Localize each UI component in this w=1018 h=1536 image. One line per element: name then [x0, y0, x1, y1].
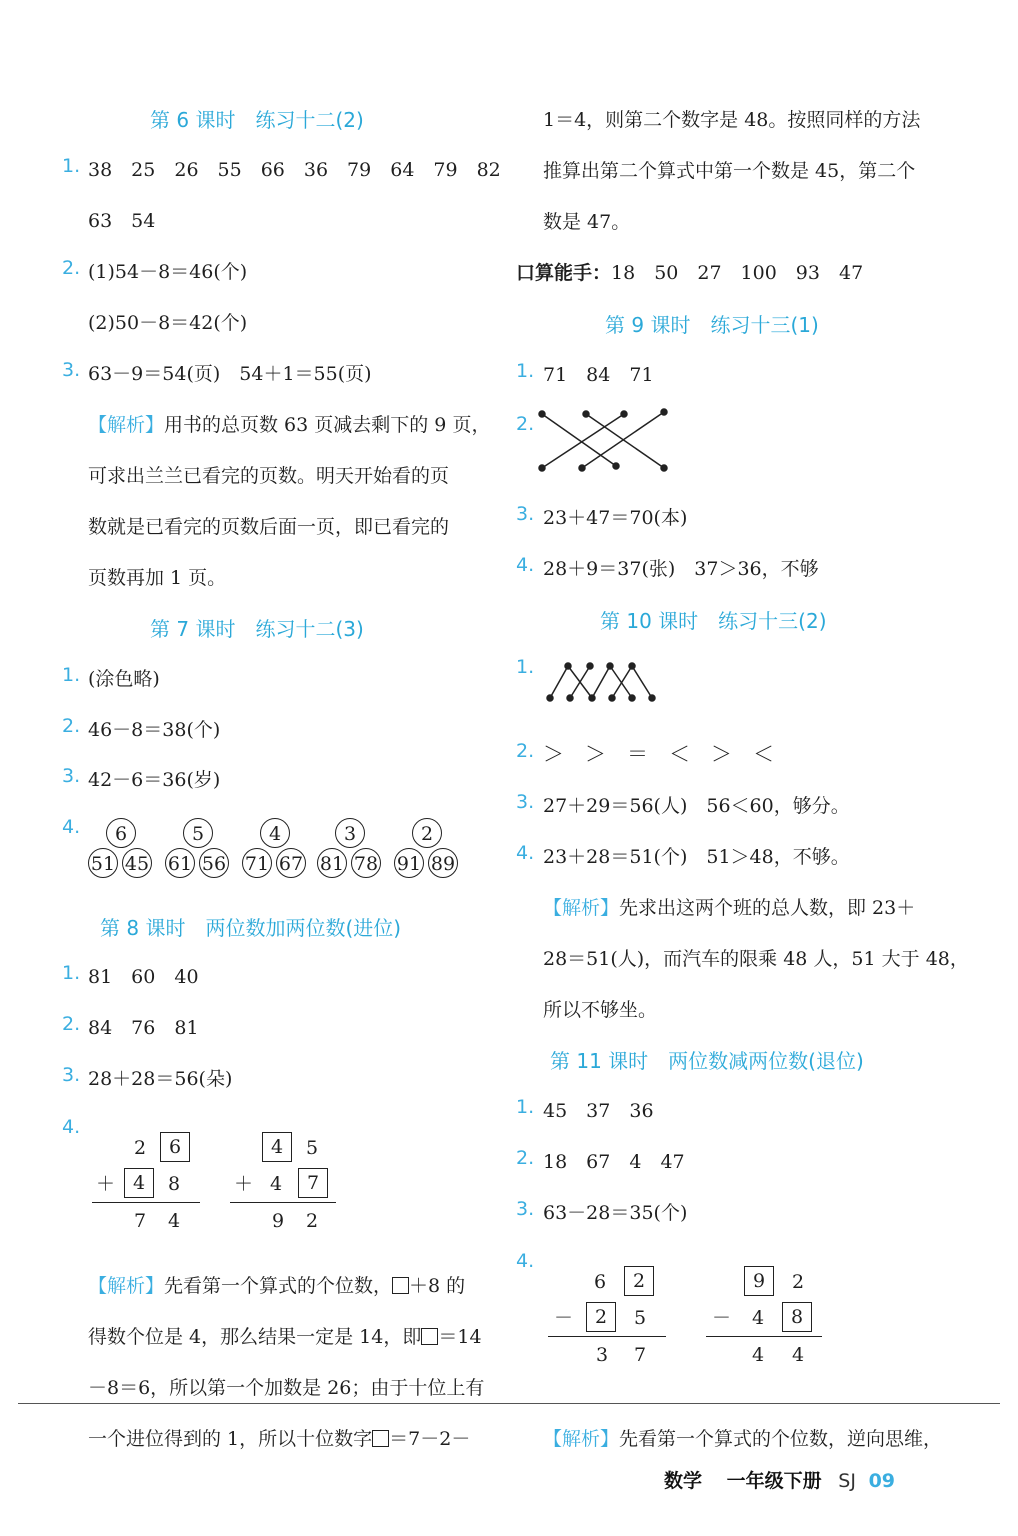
- answer-text: 63－28＝35(个): [543, 1202, 688, 1224]
- question-number: 3.: [62, 765, 81, 787]
- answer-text: 63 54: [88, 210, 156, 232]
- answer-text: 推算出第二个算式中第一个数是 45，第二个: [543, 160, 916, 182]
- analysis-text: －8＝6，所以第一个加数是 26；由于十位上有: [88, 1377, 485, 1399]
- bond-top-circle: 5: [183, 818, 213, 848]
- bond-left-circle: 51: [88, 848, 118, 878]
- digit: 5: [634, 1307, 647, 1329]
- question-number: 4.: [516, 554, 535, 576]
- digit: 4: [752, 1344, 765, 1366]
- bond-right-circle: 67: [276, 848, 306, 878]
- digit: 4: [752, 1307, 765, 1329]
- question-number: 1.: [516, 656, 535, 678]
- analysis-text: 28＝51(人)，而汽车的限乘 48 人，51 大于 48，: [543, 948, 969, 970]
- bond-top-circle: 6: [106, 818, 136, 848]
- analysis-text: 页数再加 1 页。: [88, 567, 227, 589]
- answer-text: 23＋28＝51(个) 51＞48，不够。: [543, 846, 850, 868]
- analysis-text: 得数个位是 4，那么结果一定是 14，即: [88, 1326, 422, 1348]
- operator: －: [712, 1307, 732, 1329]
- analysis-tag: 【解析】: [88, 1275, 165, 1297]
- page-number: 09: [868, 1470, 896, 1492]
- blank-square: [392, 1277, 409, 1294]
- digit: 3: [596, 1344, 609, 1366]
- answer-text: (2)50－8＝42(个): [88, 312, 248, 334]
- question-number: 1.: [516, 1096, 535, 1118]
- question-number: 2.: [62, 257, 81, 279]
- footer-edition: SJ: [838, 1470, 856, 1492]
- analysis-text: 数就是已看完的页数后面一页，即已看完的: [88, 516, 450, 538]
- question-number: 3.: [62, 359, 81, 381]
- answer-box: 6: [160, 1132, 190, 1162]
- answer-box: 9: [744, 1266, 774, 1296]
- digit: 4: [168, 1210, 181, 1232]
- bond-left-circle: 91: [394, 848, 424, 878]
- analysis-paragraph: [88, 1271, 465, 1298]
- lesson11-title: 第 11 课时 两位数减两位数(退位): [550, 1049, 864, 1073]
- answer-text: 28＋28＝56(朵): [88, 1068, 233, 1090]
- oral-calc-row: [516, 258, 863, 285]
- oral-calc-values: 18 50 27 100 93 47: [611, 262, 864, 284]
- analysis-paragraph: [88, 1424, 470, 1451]
- analysis-text: ＝14: [438, 1326, 482, 1348]
- answer-box: 4: [124, 1168, 154, 1198]
- question-number: 1.: [62, 155, 81, 177]
- bond-right-circle: 45: [122, 848, 152, 878]
- answer-text: 1＝4，则第二个数字是 48。按照同样的方法: [543, 109, 921, 131]
- operator: ＋: [96, 1173, 116, 1195]
- page-divider: [18, 1403, 1000, 1404]
- vertical-calculation: [706, 1264, 826, 1373]
- digit: 4: [270, 1173, 283, 1195]
- question-number: 3.: [62, 1064, 81, 1086]
- answer-text: 81 60 40: [88, 966, 199, 988]
- bond-right-circle: 78: [351, 848, 381, 878]
- question-number: 4.: [516, 1250, 535, 1272]
- answer-text: 46－8＝38(个): [88, 719, 221, 741]
- answer-text: 63－9＝54(页) 54＋1＝55(页): [88, 363, 372, 385]
- vertical-calculation: [548, 1264, 668, 1373]
- question-number: 2.: [62, 715, 81, 737]
- footer-grade: 一年级下册: [726, 1470, 822, 1492]
- answer-box: 7: [298, 1168, 328, 1198]
- digit: 8: [168, 1173, 181, 1195]
- footer-subject: 数学: [664, 1470, 703, 1492]
- bond-left-circle: 71: [242, 848, 272, 878]
- analysis-tag: 【解析】: [543, 897, 620, 919]
- lesson7-title: 第 7 课时 练习十二(3): [150, 617, 364, 641]
- analysis-paragraph: [88, 1322, 482, 1349]
- answer-text: 38 25 26 55 66 36 79 64 79 82: [88, 159, 501, 181]
- analysis-paragraph: [88, 410, 490, 437]
- answer-box: 2: [586, 1302, 616, 1332]
- bond-right-circle: 56: [199, 848, 229, 878]
- answer-text: (1)54－8＝46(个): [88, 261, 248, 283]
- vertical-calculation: [92, 1130, 202, 1239]
- analysis-paragraph: [543, 893, 915, 920]
- answer-text: 数是 47。: [543, 211, 631, 233]
- answer-box: 4: [262, 1132, 292, 1162]
- bond-top-circle: 2: [412, 818, 442, 848]
- operator: ＋: [234, 1173, 254, 1195]
- question-number: 2.: [516, 1147, 535, 1169]
- bond-right-circle: 89: [428, 848, 458, 878]
- analysis-text: 先求出这两个班的总人数，即 23＋: [619, 897, 916, 919]
- answer-text: 71 84 71: [543, 364, 654, 386]
- answer-text: 84 76 81: [88, 1017, 199, 1039]
- vertical-calculation: [230, 1130, 340, 1239]
- digit: 7: [634, 1344, 647, 1366]
- bond-top-circle: 4: [260, 818, 290, 848]
- bond-left-circle: 61: [165, 848, 195, 878]
- question-number: 1.: [516, 360, 535, 382]
- question-number: 2.: [62, 1013, 81, 1035]
- answer-text: (涂色略): [88, 668, 160, 690]
- answer-text: 18 67 4 47: [543, 1151, 685, 1173]
- answer-text: 28＋9＝37(张) 37＞36，不够: [543, 558, 819, 580]
- answer-text: ＞ ＞ ＝ ＜ ＞ ＜: [543, 742, 774, 766]
- connect-dots-diagram: [544, 660, 664, 705]
- question-number: 3.: [516, 791, 535, 813]
- analysis-paragraph: [543, 1424, 942, 1451]
- blank-square: [421, 1328, 438, 1345]
- answer-text: 45 37 36: [543, 1100, 654, 1122]
- bond-left-circle: 81: [317, 848, 347, 878]
- analysis-text: ＝7－2－: [389, 1428, 471, 1450]
- answer-text: 23＋47＝70(本): [543, 507, 688, 529]
- analysis-text: 用书的总页数 63 页减去剩下的 9 页，: [164, 414, 491, 436]
- page-footer: [664, 1466, 895, 1493]
- lesson8-title: 第 8 课时 两位数加两位数(进位): [100, 916, 402, 940]
- digit: 6: [594, 1271, 607, 1293]
- question-number: 4.: [62, 816, 81, 838]
- question-number: 3.: [516, 1198, 535, 1220]
- analysis-text: 一个进位得到的 1，所以十位数字: [88, 1428, 373, 1450]
- answer-box: 8: [782, 1302, 812, 1332]
- analysis-text: 所以不够坐。: [543, 999, 658, 1021]
- analysis-text: 可求出兰兰已看完的页数。明天开始看的页: [88, 465, 450, 487]
- analysis-tag: 【解析】: [88, 414, 165, 436]
- question-number: 3.: [516, 503, 535, 525]
- digit: 2: [134, 1137, 147, 1159]
- digit: 5: [306, 1137, 319, 1159]
- analysis-text: ＋8 的: [409, 1275, 466, 1297]
- lesson6-title: 第 6 课时 练习十二(2): [150, 108, 364, 132]
- question-number: 2.: [516, 413, 535, 435]
- lesson10-title: 第 10 课时 练习十三(2): [600, 609, 827, 633]
- digit: 2: [306, 1210, 319, 1232]
- matching-lines-diagram: [536, 406, 671, 476]
- lesson9-title: 第 9 课时 练习十三(1): [605, 313, 819, 337]
- answer-text: 27＋29＝56(人) 56＜60，够分。: [543, 795, 850, 817]
- operator: －: [554, 1307, 574, 1329]
- question-number: 1.: [62, 962, 81, 984]
- analysis-text: 先看第一个算式的个位数，逆向思维，: [619, 1428, 943, 1450]
- digit: 4: [792, 1344, 805, 1366]
- question-number: 2.: [516, 740, 535, 762]
- digit: 2: [792, 1271, 805, 1293]
- question-number: 1.: [62, 664, 81, 686]
- digit: 7: [134, 1210, 147, 1232]
- question-number: 4.: [62, 1116, 81, 1138]
- question-number: 4.: [516, 842, 535, 864]
- digit: 9: [272, 1210, 285, 1232]
- bond-top-circle: 3: [335, 818, 365, 848]
- answer-text: 42－6＝36(岁): [88, 769, 221, 791]
- analysis-text: 先看第一个算式的个位数，: [164, 1275, 393, 1297]
- analysis-tag: 【解析】: [543, 1428, 620, 1450]
- answer-box: 2: [624, 1266, 654, 1296]
- oral-calc-label: 口算能手：: [516, 262, 612, 284]
- blank-square: [372, 1430, 389, 1447]
